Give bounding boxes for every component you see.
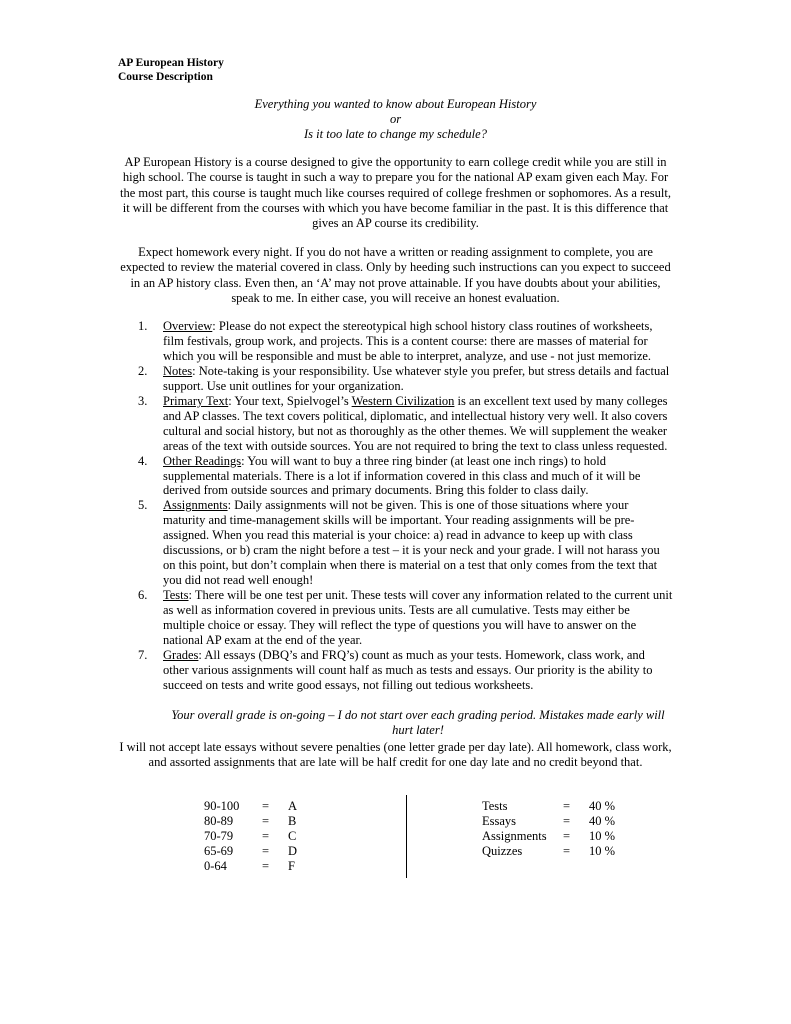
item-heading: Primary Text <box>163 393 229 408</box>
item-text: : There will be one test per unit. These tests will cover any information related to the current unit as well as information covered in previous units. Tests are all cumulative. Tests may either be multiple choice or essay. They will reflect the type of questions you will have to answer on the national AP exam at the end of the year. <box>163 588 673 648</box>
weight-category: Tests <box>482 799 508 813</box>
item-number: 3. <box>138 393 148 408</box>
equals-sign: = <box>262 844 270 858</box>
intro-paragraph: AP European History is a course designed to give the opportunity to earn college credit while you are still in high school. The course is taught in such a way to prepare you for the national AP exam given each May. For the most part, this course is taught much like courses required of college freshmen or sophomores. As a result, it will be different from the courses with which you have become familiar in the past. It is this difference that gives an AP course its credibility. <box>120 155 671 231</box>
list-item <box>118 498 673 588</box>
grade-range: 80-89 <box>204 814 234 828</box>
course-subtitle: Course Description <box>118 71 213 83</box>
item-number: 2. <box>138 363 148 378</box>
equals-sign: = <box>262 829 270 843</box>
homework-paragraph: Expect homework every night. If you do not have a written or reading assignment to complete, you are expected to review the material covered in class. Only by heeding such instructions can you expect to succeed in an AP history class. Even then, an ‘A’ may not prove attainable. If you have doubts about your abilities, speak to me. In either case, you will receive an honest evaluation. <box>120 245 671 305</box>
item-text: : You will want to buy a three ring binder (at least one inch rings) to hold supplemental materials. There is a lot if information covered in this class and much of it will be derived from outside sources and primary documents. Bring this folder to class daily. <box>163 453 641 498</box>
item-text: : Please do not expect the stereotypical high school history class routines of worksheets, film festivals, group work, and projects. This is a content course: there are masses of material for which you will be responsible and must be able to interpret, analyze, and use - not just memorize. <box>163 319 653 363</box>
grading-scale-row <box>204 799 297 814</box>
item-heading: Tests <box>163 588 189 603</box>
equals-sign: = <box>563 799 571 813</box>
equals-sign: = <box>563 814 571 828</box>
weight-category: Essays <box>482 814 517 828</box>
course-policy-list <box>118 319 673 693</box>
equals-sign: = <box>262 814 270 828</box>
grade-range: 70-79 <box>204 829 234 843</box>
item-text: : Note-taking is your responsibility. Use whatever style you prefer, but stress details and factual support. Use unit outlines for your organization. <box>163 363 670 393</box>
item-heading: Overview <box>163 319 213 333</box>
item-heading: Other Readings <box>163 453 242 468</box>
late-policy: I will not accept late essays without severe penalties (one letter grade per day late). All homework, class work, and assorted assignments that are late will be half credit for one day late and no credit beyond that. <box>119 740 672 770</box>
letter-grade: C <box>288 829 297 843</box>
weight-category: Quizzes <box>482 844 523 858</box>
weight-category: Assignments <box>482 829 547 843</box>
list-item <box>118 319 673 364</box>
item-number: 4. <box>138 453 148 468</box>
tagline <box>118 97 673 143</box>
item-number: 6. <box>138 588 148 603</box>
equals-sign: = <box>262 859 270 873</box>
letter-grade: B <box>288 814 297 828</box>
letter-grade: D <box>288 844 298 858</box>
list-item <box>118 454 673 499</box>
equals-sign: = <box>262 799 270 813</box>
weight-row <box>482 844 615 859</box>
item-text: is an excellent text used by many colleges and AP classes. The text covers political, diplomatic, and intellectual history very well. It also covers cultural and social history, but not as thoroughly as the other themes. We will supplement the weaker areas of the text with outside sources. You are not required to bring the text to class unless requested. <box>163 393 668 453</box>
book-title: Western Civilization <box>351 393 455 408</box>
list-item <box>118 394 673 454</box>
grading-scale <box>204 799 297 874</box>
grade-range: 65-69 <box>204 844 234 858</box>
equals-sign: = <box>563 844 571 858</box>
tagline-line-3: Is it too late to change my schedule? <box>304 127 487 142</box>
weight-percent: 10 % <box>589 844 616 858</box>
document-header <box>118 56 224 84</box>
grading-scale-row <box>204 859 297 874</box>
grade-range: 90-100 <box>204 799 240 813</box>
list-item <box>118 648 673 693</box>
grade-range: 0-64 <box>204 859 227 873</box>
grade-weights <box>482 799 615 859</box>
item-number: 1. <box>138 319 148 333</box>
grading-scale-row <box>204 844 297 859</box>
course-title: AP European History <box>118 57 224 69</box>
tagline-line-2: or <box>389 112 402 127</box>
item-number: 7. <box>138 647 148 662</box>
letter-grade: F <box>288 859 295 873</box>
weight-row <box>482 814 615 829</box>
item-heading: Grades <box>163 647 199 662</box>
tagline-line-1: Everything you wanted to know about European History <box>254 97 537 111</box>
grading-scale-row <box>204 829 297 844</box>
grading-scale-row <box>204 814 297 829</box>
weight-percent: 10 % <box>589 829 616 843</box>
item-text: : Daily assignments will not be given. This is one of those situations where your maturity and time-management skills will be important. Your reading assignments will be pre-assigned. When you read this material is your choice: a) read in advance to keep up with class discussions, or b) cram the night before a test – it is your neck and your grade. I will not harass you on this point, but don’t complain when there is material on a test that only comes from the text that you did not read well enough! <box>163 498 660 588</box>
item-heading: Assignments <box>163 498 228 513</box>
item-text-before: : Your text, Spielvogel’s <box>228 393 352 408</box>
list-item <box>118 588 673 648</box>
weight-percent: 40 % <box>589 814 616 828</box>
list-item <box>118 364 673 394</box>
item-number: 5. <box>138 498 148 513</box>
weight-percent: 40 % <box>589 799 616 813</box>
weight-row <box>482 829 615 844</box>
item-text: : All essays (DBQ’s and FRQ’s) count as much as your tests. Homework, class work, and other various assignments will count half as much as tests and essays. Our priority is the ability to succeed on tests and write good essays, not filling out tedious worksheets. <box>163 647 653 692</box>
vertical-divider <box>406 795 407 878</box>
grade-note: Your overall grade is on-going – I do not start over each grading period. Mistakes made early will hurt later! <box>171 708 665 737</box>
item-heading: Notes <box>163 363 193 378</box>
equals-sign: = <box>563 829 571 843</box>
letter-grade: A <box>288 799 298 813</box>
weight-row <box>482 799 615 814</box>
